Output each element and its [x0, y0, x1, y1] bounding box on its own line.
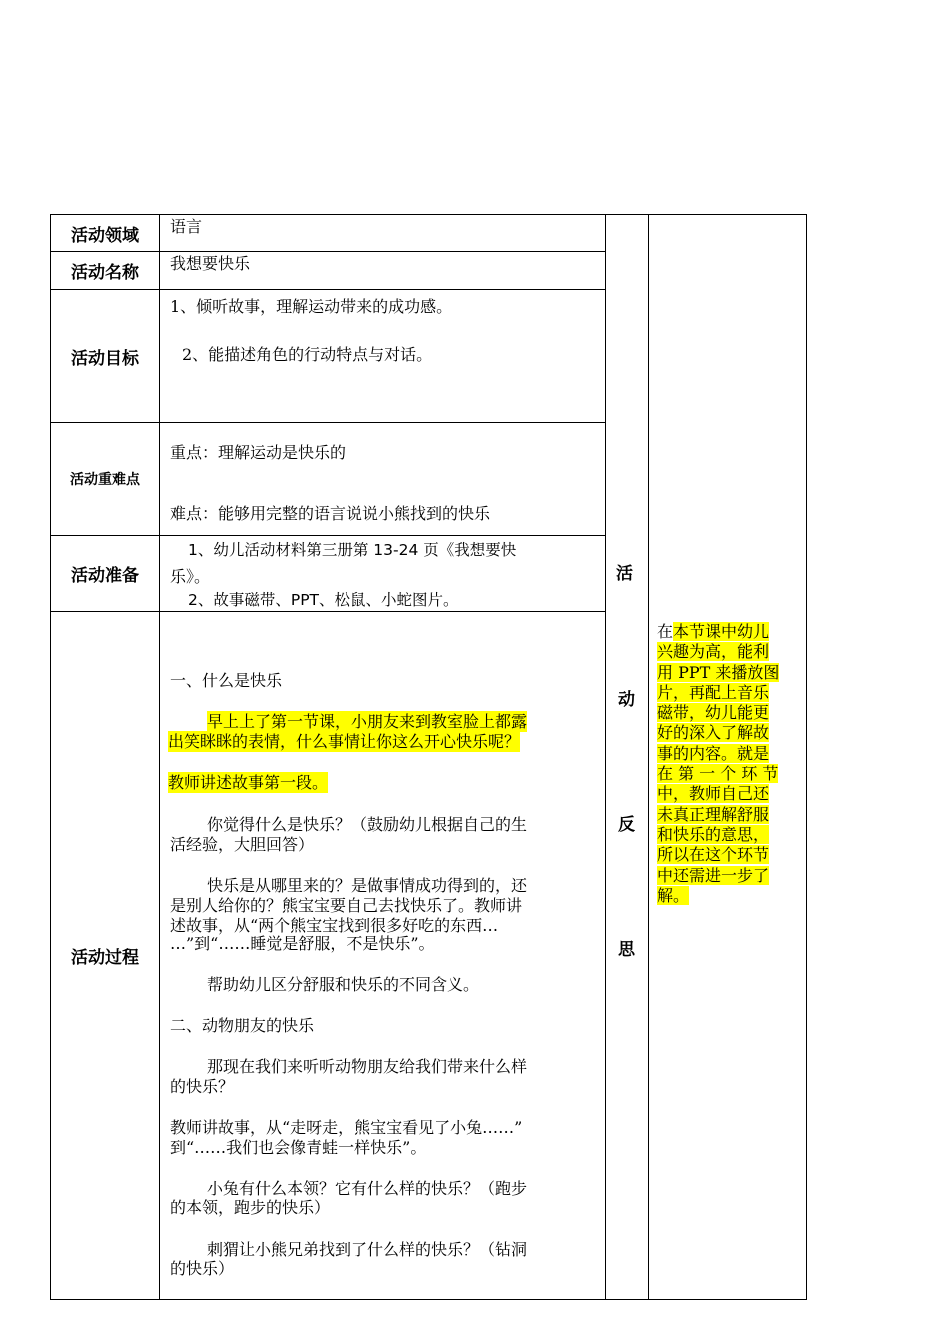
- key-point: 重点：理解运动是快乐的: [170, 443, 347, 462]
- reflection-label-char-2: 动: [618, 690, 635, 710]
- activity-name-value: 我想要快乐: [170, 254, 251, 273]
- label-column-divider: [159, 214, 160, 1300]
- preparation-item-2: 2、故事磁带、PPT、松鼠、小蛇图片。: [188, 591, 459, 609]
- preparation-label: 活动准备: [71, 566, 139, 586]
- reflection-line: 未真正理解舒服: [657, 804, 770, 824]
- process-paragraph-6-line-1: 那现在我们来听听动物朋友给我们带来什么样: [207, 1057, 528, 1076]
- process-paragraph-9-line-2: 的快乐）: [170, 1259, 235, 1278]
- goal-item-1: 1、倾听故事，理解运动带来的成功感。: [170, 297, 453, 316]
- reflection-line: [657, 622, 799, 642]
- process-paragraph-7-line-2: 到“……我们也会像青蛙一样快乐”。: [170, 1138, 427, 1157]
- process-paragraph-8-line-1: 小兔有什么本领？它有什么样的快乐？（跑步: [207, 1179, 528, 1198]
- process-paragraph-4-line-1: 快乐是从哪里来的？是做事情成功得到的，还: [207, 876, 528, 895]
- reflection-line-1-lead: 在: [657, 622, 674, 641]
- key-points-label: 活动重难点: [70, 472, 140, 488]
- goal-item-2: 2、能描述角色的行动特点与对话。: [182, 345, 433, 364]
- goals-label: 活动目标: [71, 348, 139, 369]
- reflection-line: 磁带，幼儿能更: [657, 703, 770, 723]
- reflection-line: 所以在这个环节: [657, 845, 770, 865]
- domain-value: 语言: [170, 217, 203, 236]
- table-border-right: [806, 214, 807, 1300]
- process-paragraph-2: 教师讲述故事第一段。: [168, 773, 329, 792]
- domain-label: 活动领域: [71, 225, 139, 246]
- process-paragraph-9-line-1: 刺猬让小熊兄弟找到了什么样的快乐？（钻洞: [207, 1240, 528, 1259]
- reflection-line: 用 PPT 来播放图: [657, 662, 780, 682]
- reflection-column-divider: [648, 214, 649, 1300]
- process-paragraph-1-line-1: 早上上了第一节课，小朋友来到教室脸上都露: [207, 712, 528, 731]
- reflection-label-char-1: 活: [616, 564, 633, 584]
- process-paragraph-8-line-2: 的本领，跑步的快乐）: [170, 1198, 331, 1217]
- reflection-line: 解。: [657, 885, 690, 905]
- reflection-text: [657, 622, 799, 906]
- process-paragraph-5: 帮助幼儿区分舒服和快乐的不同含义。: [207, 975, 480, 994]
- process-section-1-title: 一、什么是快乐: [170, 671, 283, 690]
- process-paragraph-3-line-1: 你觉得什么是快乐？（鼓励幼儿根据自己的生: [207, 815, 528, 834]
- reflection-line: 中，教师自己还: [657, 784, 770, 804]
- difficulty-point: 难点：能够用完整的语言说说小熊找到的快乐: [170, 504, 491, 523]
- process-label: 活动过程: [71, 948, 139, 968]
- reflection-label-char-3: 反: [618, 815, 635, 835]
- process-paragraph-4-line-3: 述故事，从“两个熊宝宝找到很多好吃的东西…: [170, 916, 499, 935]
- reflection-line: 兴趣为高，能利: [657, 642, 770, 662]
- process-paragraph-3-line-2: 活经验，大胆回答）: [170, 835, 315, 854]
- preparation-item-1-line-1: 1、幼儿活动材料第三册第 13-24 页《我想要快: [188, 541, 517, 559]
- reflection-label-char-4: 思: [618, 940, 635, 960]
- reflection-line: 好的深入了解故: [657, 723, 770, 743]
- process-paragraph-6-line-2: 的快乐？: [170, 1077, 235, 1096]
- table-border-top: [50, 214, 807, 215]
- table-border-bottom: [50, 1299, 807, 1300]
- process-paragraph-7-line-1: 教师讲故事，从“走呀走，熊宝宝看见了小兔……”: [170, 1118, 523, 1137]
- content-column-divider: [605, 214, 606, 1300]
- reflection-line-1-highlight: 本节课中幼儿: [673, 622, 770, 641]
- reflection-line: 和快乐的意思，: [657, 824, 770, 844]
- reflection-line: 中还需进一步了: [657, 865, 770, 885]
- process-paragraph-1-line-2: 出笑眯眯的表情，什么事情让你这么开心快乐呢？: [168, 732, 521, 751]
- process-paragraph-4-line-4: …”到“……睡觉是舒服，不是快乐”。: [170, 934, 435, 953]
- process-section-2-title: 二、动物朋友的快乐: [170, 1016, 315, 1035]
- reflection-line: 片，再配上音乐: [657, 682, 770, 702]
- activity-name-label: 活动名称: [71, 263, 139, 283]
- reflection-line: 在 第 一 个 环 节: [657, 764, 779, 784]
- reflection-line: 事的内容。就是: [657, 743, 770, 763]
- process-paragraph-4-line-2: 是别人给你的？熊宝宝要自己去找快乐了。教师讲: [170, 896, 523, 915]
- preparation-item-1-line-2: 乐》。: [170, 567, 211, 586]
